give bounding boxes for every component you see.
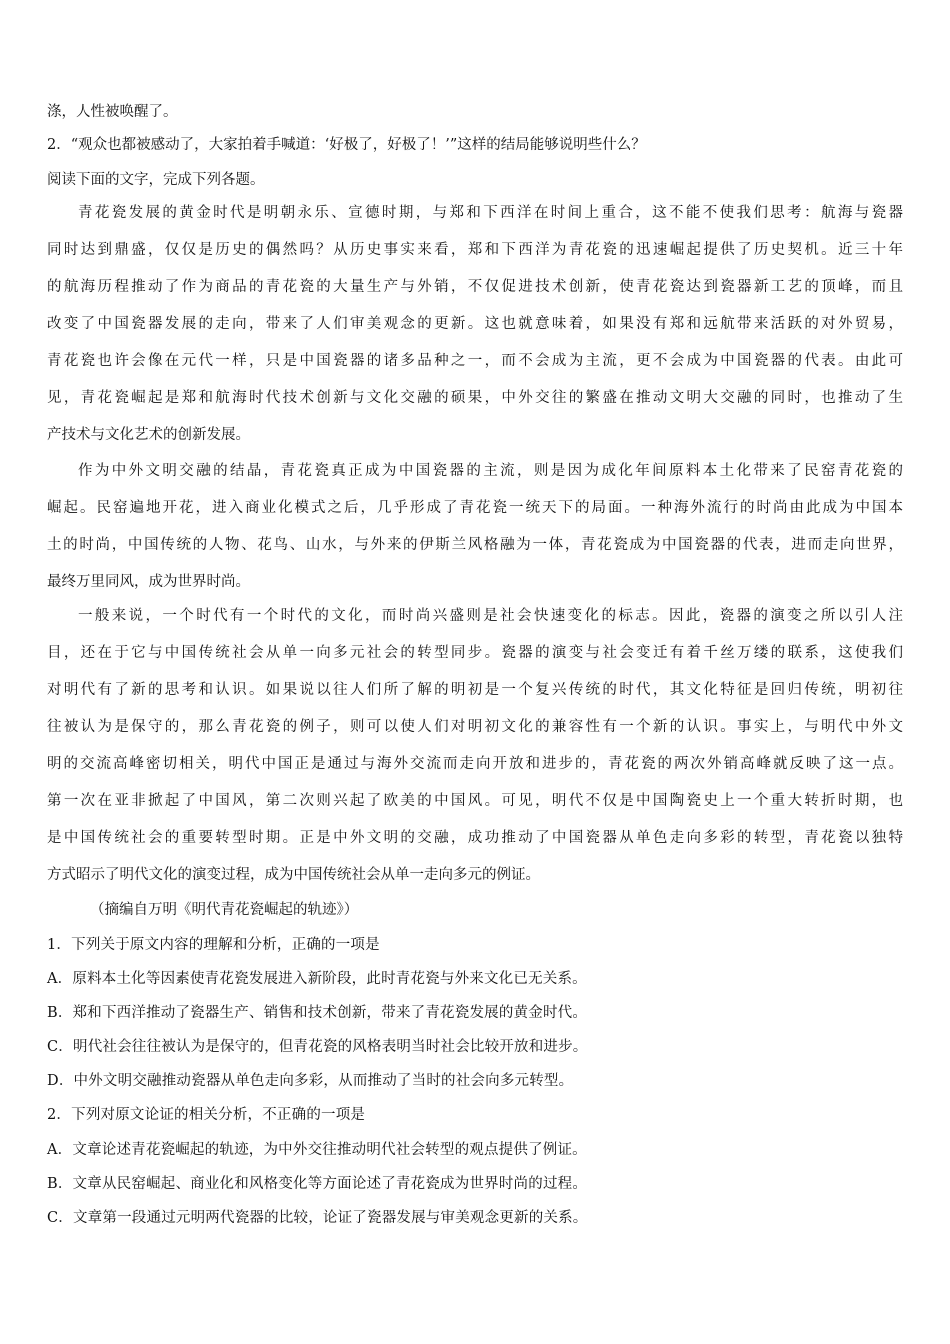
passage-p1-line: 的航海历程推动了作为商品的青花瓷的大量生产与外销，不仅促进技术创新，使青花瓷达到瓷器新工艺的顶峰，而且 <box>47 279 903 295</box>
passage-p1-line: 产技术与文化艺术的创新发展。 <box>47 427 250 443</box>
passage-p3-line: 一般来说，一个时代有一个时代的文化，而时尚兴盛则是社会快速变化的标志。因此，瓷器的演变之所以引人注 <box>78 608 903 624</box>
question-2-option-b: B．文章从民窑崛起、商业化和风格变化等方面论述了青花瓷成为世界时尚的过程。 <box>47 1176 588 1192</box>
passage-p1-line: 青花瓷也许会像在元代一样，只是中国瓷器的诸多品种之一，而不会成为主流，更不会成为中国瓷器的代表。由此可 <box>47 353 903 369</box>
question-1-option-c: C．明代社会往往被认为是保守的，但青花瓷的风格表明当时社会比较开放和进步。 <box>47 1039 588 1055</box>
passage-p1-line: 改变了中国瓷器发展的走向，带来了人们审美观念的更新。这也就意味着，如果没有郑和远航带来活跃的对外贸易， <box>47 316 903 332</box>
reading-instruction: 阅读下面的文字，完成下列各题。 <box>47 172 265 188</box>
question-1-option-d: D．中外文明交融推动瓷器从单色走向多彩，从而推动了当时的社会向多元转型。 <box>47 1073 574 1089</box>
carryover-line: 涤，人性被唤醒了。 <box>47 104 178 120</box>
passage-p2-line: 作为中外文明交融的结晶，青花瓷真正成为中国瓷器的主流，则是因为成化年间原料本土化带来了民窑青花瓷的 <box>78 463 903 479</box>
question-2-option-c: C．文章第一段通过元明两代瓷器的比较，论证了瓷器发展与审美观念更新的关系。 <box>47 1210 588 1226</box>
passage-p2-line: 崛起。民窑遍地开花，进入商业化模式之后，几乎形成了青花瓷一统天下的局面。一种海外流行的时尚由此成为中国本 <box>47 500 903 516</box>
question-1-option-a: A．原料本土化等因素使青花瓷发展进入新阶段，此时青花瓷与外来文化已无关系。 <box>47 971 587 987</box>
passage-p3-line: 方式昭示了明代文化的演变过程，成为中国传统社会从单一走向多元的例证。 <box>47 867 540 883</box>
passage-p2-line: 土的时尚，中国传统的人物、花鸟、山水，与外来的伊斯兰风格融为一体，青花瓷成为中国瓷器的代表，进而走向世界， <box>47 537 903 553</box>
passage-p3-line: 往被认为是保守的，那么青花瓷的例子，则可以使人们对明初文化的兼容性有一个新的认识。事实上，与明代中外文 <box>47 719 903 735</box>
passage-p2-line: 最终万里同风，成为世界时尚。 <box>47 574 250 590</box>
previous-question: 2．“观众也都被感动了，大家拍着手喊道：‘好极了，好极了！’”这样的结局能够说明些什么？ <box>47 137 646 153</box>
question-2-stem: 2．下列对原文论证的相关分析，不正确的一项是 <box>47 1107 366 1123</box>
passage-p1-line: 同时达到鼎盛，仅仅是历史的偶然吗？从历史事实来看，郑和下西洋为青花瓷的迅速崛起提供了历史契机。近三十年 <box>47 242 903 258</box>
passage-p3-line: 是中国传统社会的重要转型时期。正是中外文明的交融，成功推动了中国瓷器从单色走向多彩的转型，青花瓷以独特 <box>47 830 903 846</box>
question-2-option-a: A．文章论述青花瓷崛起的轨迹，为中外交往推动明代社会转型的观点提供了例证。 <box>47 1142 587 1158</box>
passage-p3-line: 明的交流高峰密切相关，明代中国正是通过与海外交流而走向开放和进步的，青花瓷的两次外销高峰就反映了这一点。 <box>47 756 903 772</box>
passage-p3-line: 第一次在亚非掀起了中国风，第二次则兴起了欧美的中国风。可见，明代不仅是中国陶瓷史上一个重大转折时期，也 <box>47 793 903 809</box>
passage-p3-line: 对明代有了新的思考和认识。如果说以往人们所了解的明初是一个复兴传统的时代，其文化特征是回归传统，明初往 <box>47 682 903 698</box>
question-1-option-b: B．郑和下西洋推动了瓷器生产、销售和技术创新，带来了青花瓷发展的黄金时代。 <box>47 1005 588 1021</box>
passage-source: （摘编自万明《明代青花瓷崛起的轨迹》） <box>90 902 359 918</box>
passage-p1-line: 见，青花瓷崛起是郑和航海时代技术创新与文化交融的硕果，中外交往的繁盛在推动文明大交融的同时，也推动了生 <box>47 390 903 406</box>
passage-p1-line: 青花瓷发展的黄金时代是明朝永乐、宣德时期，与郑和下西洋在时间上重合，这不能不使我们思考：航海与瓷器 <box>78 205 903 221</box>
question-1-stem: 1．下列关于原文内容的理解和分析，正确的一项是 <box>47 937 380 953</box>
passage-p3-line: 目，还在于它与中国传统社会从单一向多元社会的转型同步。瓷器的演变与社会变迁有着千丝万缕的联系，这使我们 <box>47 645 903 661</box>
